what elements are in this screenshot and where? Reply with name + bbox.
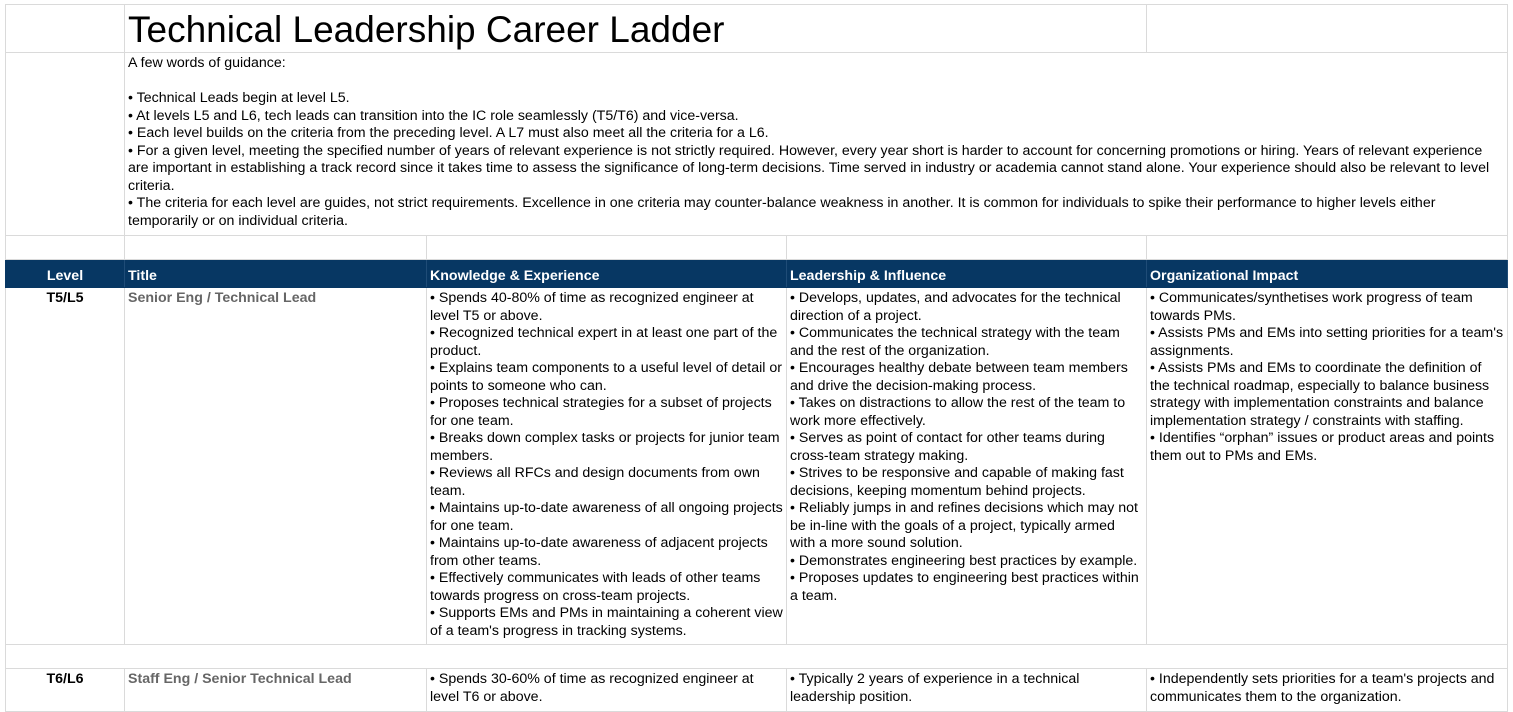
title-cell[interactable] bbox=[125, 5, 1147, 53]
empty-cell[interactable] bbox=[6, 53, 125, 236]
guidance-point: • Each level builds on the criteria from the preceding level. A L7 must also meet all the criteria for a L6. bbox=[128, 125, 769, 141]
criteria-item: • Assists PMs and EMs to coordinate the definition of the technical roadmap, especially to balance business strategy with implementation constraints and balance implementation strategy / constraints with staffing. bbox=[1150, 360, 1490, 429]
column-header-organizational[interactable]: Organizational Impact bbox=[1147, 260, 1508, 288]
page-title: Technical Leadership Career Ladder bbox=[128, 8, 725, 50]
criteria-item: • Maintains up-to-date awareness of adjacent projects from other teams. bbox=[430, 535, 768, 569]
criteria-item: • Communicates the technical strategy with the team and the rest of the organization. bbox=[790, 325, 1120, 359]
criteria-item: • Spends 30-60% of time as recognized engineer at level T6 or above. bbox=[430, 671, 754, 705]
empty-row bbox=[6, 236, 1508, 260]
empty-cell[interactable] bbox=[6, 236, 125, 260]
career-ladder-sheet bbox=[5, 4, 1508, 712]
organizational-cell[interactable] bbox=[1147, 669, 1508, 712]
criteria-item: • Identifies “orphan” issues or product areas and points them out to PMs and EMs. bbox=[1150, 430, 1495, 464]
table-row-t6 bbox=[6, 669, 1508, 712]
column-header-knowledge[interactable]: Knowledge & Experience bbox=[427, 260, 787, 288]
empty-cell[interactable] bbox=[6, 5, 125, 53]
empty-cell[interactable] bbox=[787, 236, 1147, 260]
empty-cell[interactable] bbox=[427, 236, 787, 260]
level-cell[interactable]: T6/L6 bbox=[6, 669, 125, 712]
criteria-item: • Independently sets priorities for a team's projects and communicates them to the organization. bbox=[1150, 671, 1495, 705]
guidance-point: • For a given level, meeting the specified number of years of relevant experience is not strictly required. However, every year short is harder to account for concerning promotions or hiring. Years of relevant experience are important in establishing a track record since it takes time to assess the significance of long-term decisions. Time served in industry or academia cannot stand alone. Your experience should also be relevant to level criteria. bbox=[128, 142, 1490, 194]
spacer-row bbox=[6, 645, 1508, 669]
organizational-cell[interactable] bbox=[1147, 288, 1508, 645]
criteria-item: • Reliably jumps in and refines decisions which may not be in-line with the goals of a project, typically armed with a more sound solution. bbox=[790, 500, 1138, 551]
column-header-leadership[interactable]: Leadership & Influence bbox=[787, 260, 1147, 288]
criteria-item: • Breaks down complex tasks or projects for junior team members. bbox=[430, 430, 780, 464]
guidance-point: • At levels L5 and L6, tech leads can transition into the IC role seamlessly (T5/T6) and vice-versa. bbox=[128, 107, 739, 124]
criteria-item: • Serves as point of contact for other teams during cross-team strategy making. bbox=[790, 430, 1105, 464]
guidance-point: • Technical Leads begin at level L5. bbox=[128, 90, 350, 106]
criteria-item: • Maintains up-to-date awareness of all ongoing projects for one team. bbox=[430, 500, 783, 534]
role-title-cell[interactable]: Staff Eng / Senior Technical Lead bbox=[125, 669, 427, 712]
criteria-item: • Proposes technical strategies for a subset of projects for one team. bbox=[430, 395, 772, 429]
table-header-row bbox=[6, 260, 1508, 288]
column-header-level[interactable]: Level bbox=[6, 260, 125, 288]
guidance-point: • The criteria for each level are guides, not strict requirements. Excellence in one criteria may counter-balance weakness in another. It is common for individuals to spike their performance to higher levels either temporarily or on individual criteria. bbox=[128, 195, 1436, 229]
knowledge-cell[interactable] bbox=[427, 669, 787, 712]
empty-cell[interactable] bbox=[1147, 236, 1508, 260]
criteria-item: • Explains team components to a useful level of detail or points to someone who can. bbox=[430, 360, 782, 394]
title-row bbox=[6, 5, 1508, 53]
guidance-cell[interactable] bbox=[125, 53, 1508, 236]
table-row-t5 bbox=[6, 288, 1508, 645]
criteria-item: • Communicates/synthetises work progress of team towards PMs. bbox=[1150, 290, 1473, 324]
criteria-item: • Encourages healthy debate between team members and drive the decision-making process. bbox=[790, 360, 1128, 394]
empty-cell[interactable] bbox=[125, 236, 427, 260]
empty-cell[interactable] bbox=[1147, 5, 1508, 53]
criteria-item: • Spends 40-80% of time as recognized engineer at level T5 or above. bbox=[430, 290, 754, 324]
criteria-item: • Supports EMs and PMs in maintaining a coherent view of a team's progress in tracking systems. bbox=[430, 605, 783, 639]
criteria-item: • Proposes updates to engineering best practices within a team. bbox=[790, 570, 1139, 604]
leadership-cell[interactable] bbox=[787, 288, 1147, 645]
guidance-intro: A few words of guidance: bbox=[128, 55, 286, 71]
criteria-item: • Typically 2 years of experience in a technical leadership position. bbox=[790, 671, 1080, 705]
level-cell[interactable]: T5/L5 bbox=[6, 288, 125, 645]
criteria-item: • Develops, updates, and advocates for the technical direction of a project. bbox=[790, 290, 1121, 324]
criteria-item: • Assists PMs and EMs into setting priorities for a team's assignments. bbox=[1150, 325, 1504, 359]
criteria-item: • Takes on distractions to allow the rest of the team to work more effectively. bbox=[790, 395, 1126, 429]
column-header-title[interactable]: Title bbox=[125, 260, 427, 288]
criteria-item: • Effectively communicates with leads of other teams towards progress on cross-team projects. bbox=[430, 570, 761, 604]
empty-cell[interactable] bbox=[6, 645, 1508, 669]
leadership-cell[interactable] bbox=[787, 669, 1147, 712]
role-title-cell[interactable]: Senior Eng / Technical Lead bbox=[125, 288, 427, 645]
guidance-row bbox=[6, 53, 1508, 236]
criteria-item: • Demonstrates engineering best practices by example. bbox=[790, 552, 1138, 569]
criteria-item: • Reviews all RFCs and design documents from own team. bbox=[430, 465, 760, 499]
criteria-item: • Strives to be responsive and capable of making fast decisions, keeping momentum behind projects. bbox=[790, 465, 1124, 499]
criteria-item: • Recognized technical expert in at least one part of the product. bbox=[430, 325, 778, 359]
knowledge-cell[interactable] bbox=[427, 288, 787, 645]
